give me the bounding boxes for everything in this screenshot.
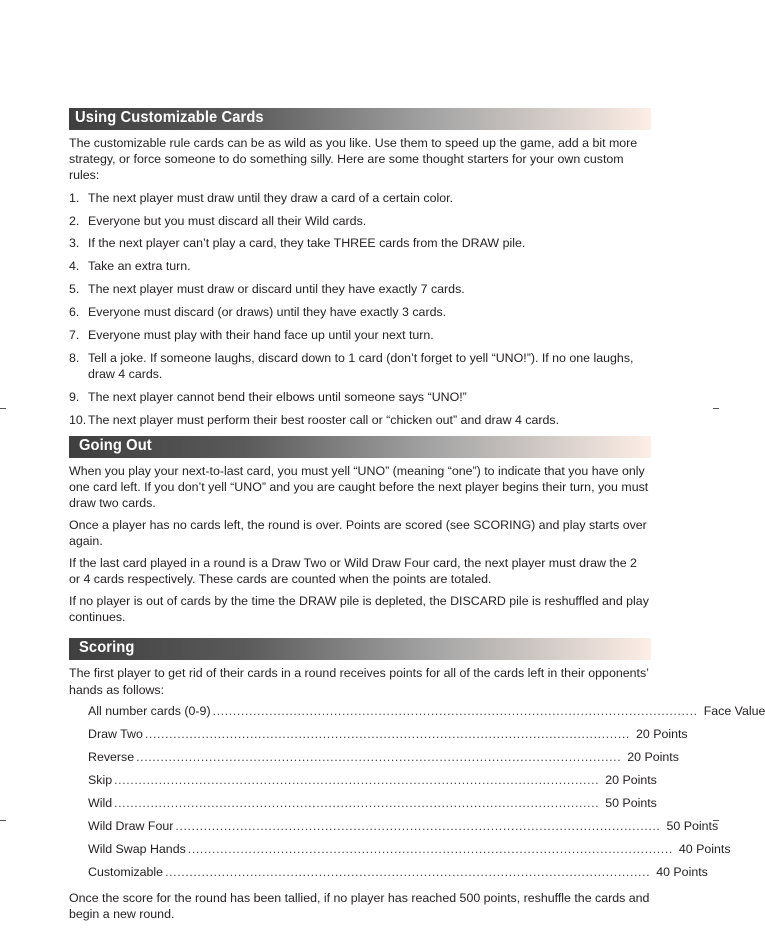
scoring-table	[88, 703, 765, 887]
list-text: Take an extra turn.	[88, 259, 191, 274]
card-name: All number cards (0-9)	[88, 703, 211, 718]
paragraph: Once a player has no cards left, the round is over. Points are scored (see SCORING) and play starts over again.	[69, 518, 647, 549]
list-text: Tell a joke. If someone laughs, discard down to 1 card (don’t forget to yell “UNO!”). If no one laughs, draw 4 cards.	[88, 350, 634, 382]
list-item	[69, 213, 651, 229]
section-header-going-out	[69, 436, 651, 458]
card-points: 40 Points	[678, 841, 731, 856]
list-text: The next player must perform their best rooster call or “chicken out” and draw 4 cards.	[88, 412, 560, 427]
list-number: 2.	[69, 213, 80, 228]
paragraph: If the last card played in a round is a Draw Two or Wild Draw Four card, the next player must draw the 2 or 4 cards respectively. These cards are counted when the points are totaled.	[69, 556, 637, 587]
card-name: Wild Draw Four	[88, 818, 174, 833]
card-name: Customizable	[88, 864, 164, 879]
card-points: Face Value	[703, 703, 765, 718]
dot-leader: ........................................................................................................................	[114, 772, 600, 787]
table-row	[88, 841, 731, 864]
table-row	[88, 818, 719, 841]
list-number: 8.	[69, 350, 80, 365]
list-number: 6.	[69, 305, 80, 320]
list-number: 7.	[69, 327, 80, 342]
rules-page	[69, 108, 765, 928]
paragraph: When you play your next-to-last card, you must yell “UNO” (meaning “one”) to indicate that you have only one card left. If you don’t yell “UNO” and you are caught before the next player begins their turn, you must draw two cards.	[69, 464, 649, 511]
card-points: 50 Points	[666, 818, 719, 833]
paragraph: If no player is out of cards by the time the DRAW pile is depleted, the DISCARD pile is reshuffled and play continues.	[69, 593, 649, 625]
table-row	[88, 749, 679, 772]
table-row	[88, 703, 765, 726]
dot-leader: ........................................................................................................................	[165, 864, 651, 879]
dot-leader: ........................................................................................................................	[187, 841, 673, 856]
table-row	[88, 772, 657, 795]
custom-rules-list	[69, 190, 651, 428]
list-text: If the next player can’t play a card, they take THREE cards from the DRAW pile.	[88, 236, 526, 251]
list-number: 5.	[69, 282, 80, 297]
list-text: Everyone must discard (or draws) until they have exactly 3 cards.	[88, 305, 447, 320]
crop-mark-left-upper	[0, 408, 6, 409]
table-row	[88, 726, 688, 749]
dot-leader: ........................................................................................................................	[175, 818, 661, 833]
section-title: Scoring	[79, 639, 135, 657]
list-item	[69, 190, 651, 206]
list-number: 10.	[69, 412, 87, 427]
list-number: 1.	[69, 190, 80, 205]
card-points: 20 Points	[627, 749, 679, 764]
dot-leader: ........................................................................................................................	[144, 726, 630, 741]
list-text: Everyone must play with their hand face up until your next turn.	[88, 327, 434, 342]
card-name: Wild	[88, 795, 113, 810]
section-going-out	[69, 436, 651, 625]
section-header-customizable-cards	[69, 108, 651, 130]
card-name: Draw Two	[88, 726, 143, 741]
list-text: The next player cannot bend their elbows until someone says “UNO!”	[88, 389, 467, 404]
crop-mark-left-lower	[0, 820, 6, 821]
list-number: 9.	[69, 389, 80, 404]
list-text: The next player must draw until they draw a card of a certain color.	[88, 190, 454, 205]
card-points: 50 Points	[605, 795, 657, 810]
list-item	[69, 304, 651, 320]
dot-leader: ........................................................................................................................	[136, 749, 622, 764]
list-text: Everyone but you must discard all their Wild cards.	[88, 213, 367, 228]
section-customizable-cards	[69, 108, 651, 428]
scoring-closing: Once the score for the round has been tallied, if no player has reached 500 points, reshuffle the cards and begin a new round.	[69, 890, 650, 921]
list-text: The next player must draw or discard until they have exactly 7 cards.	[88, 282, 465, 297]
card-points: 20 Points	[635, 726, 688, 741]
crop-mark-right-upper	[713, 408, 719, 409]
section-title: Using Customizable Cards	[75, 109, 264, 126]
custom-intro: The customizable rule cards can be as wild as you like. Use them to speed up the game, add a bit more strategy, or force someone to do something silly. Here are some thought starters for your own custom rules:	[69, 136, 638, 183]
section-title: Going Out	[79, 437, 152, 455]
dot-leader: ........................................................................................................................	[114, 795, 600, 810]
section-header-scoring	[69, 638, 651, 660]
table-row	[88, 795, 657, 818]
list-number: 3.	[69, 236, 80, 251]
card-name: Skip	[88, 772, 113, 787]
list-item	[69, 327, 651, 343]
dot-leader: ........................................................................................................................	[212, 703, 698, 718]
table-row	[88, 864, 708, 887]
card-name: Wild Swap Hands	[88, 841, 186, 856]
list-item	[69, 258, 651, 274]
scoring-intro: The first player to get rid of their cards in a round receives points for all of the cards left in their opponents’ hands as follows:	[69, 666, 649, 697]
list-item	[69, 281, 651, 297]
card-points: 20 Points	[605, 772, 657, 787]
list-number: 4.	[69, 259, 80, 274]
list-item	[69, 350, 651, 382]
section-scoring	[69, 638, 765, 922]
list-item	[69, 412, 651, 428]
list-item	[69, 235, 651, 251]
list-item	[69, 389, 651, 405]
card-name: Reverse	[88, 749, 135, 764]
card-points: 40 Points	[656, 864, 708, 879]
